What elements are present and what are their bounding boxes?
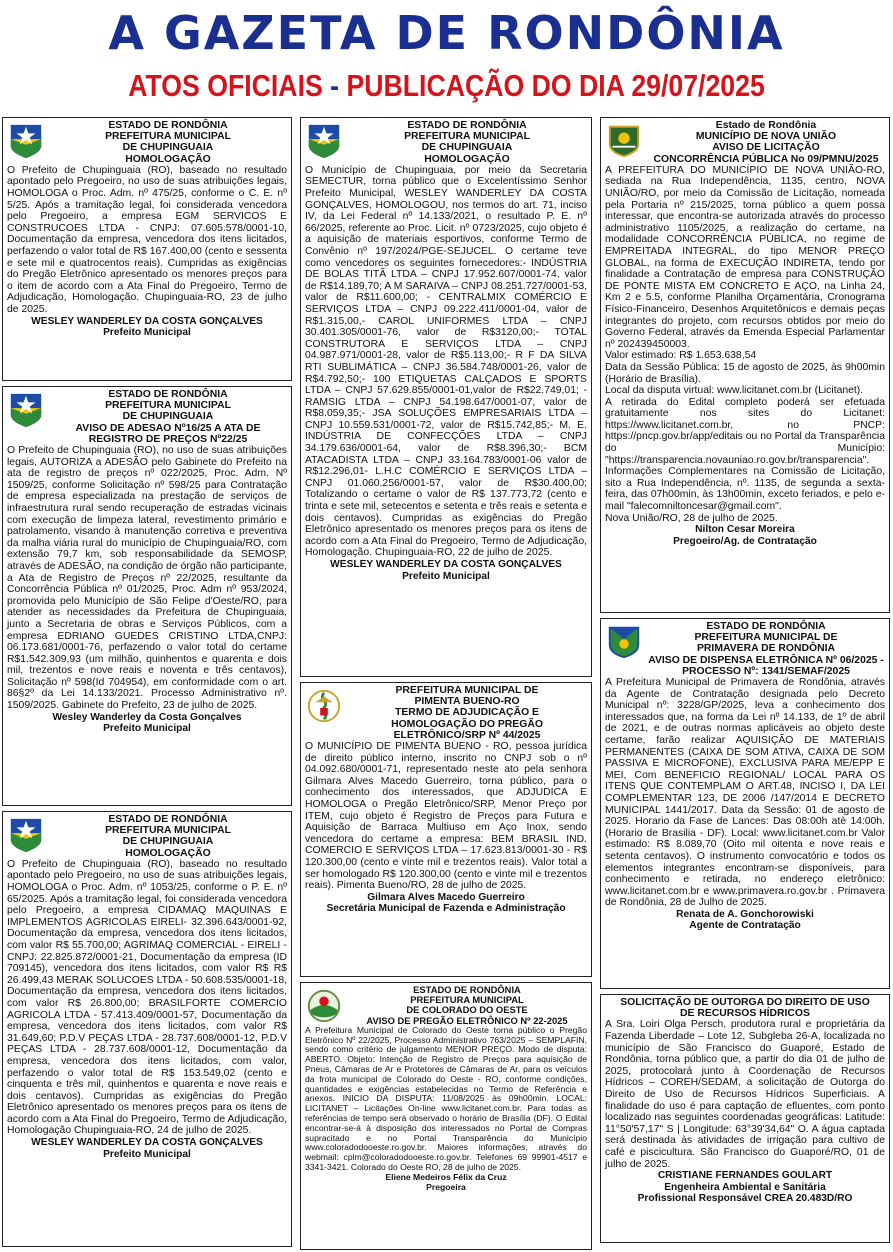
primavera-crest-icon: [605, 623, 643, 661]
header-line: SOLICITAÇÃO DE OUTORGA DO DIREITO DE USO: [620, 997, 870, 1008]
header-line: CONCORRÊNCIA PÚBLICA No 09/PMNU/2025: [653, 153, 879, 165]
header-line: AVISO DE ADESAO Nº16/25 A ATA DE: [75, 422, 261, 434]
header-line: PREFEITURA MUNICIPAL: [404, 131, 530, 143]
signature-title: Pregoeira: [426, 1181, 466, 1192]
signature-name: WESLEY WANDERLEY DA COSTA GONÇALVES: [31, 315, 263, 327]
header-line: PRIMAVERA DE RONDÔNIA: [697, 643, 835, 655]
column-right: [600, 117, 890, 1248]
column-left: [2, 117, 292, 1252]
signature-title: Secretária Municipal de Fazenda e Administração: [326, 903, 566, 915]
signature-name: Renata de A. Gonchorowiski: [676, 908, 814, 920]
paragraph: Informações Complementares na Comissão de Licitação, sito a Rua Independência, nº. 1135, de segunda a sexta-feira, das 07h00min, às 13h00min, exceto feriados, e pelo e-mail "falecomniltoncesar@gmail.com".: [605, 466, 885, 513]
notice-body: A Prefeitura Municipal de Colorado do Oeste torna público o Pregão Eletrônico Nº 22/2025, Processo Administrativo 763/2025 – SEMPLAFIN, sendo como critério de julgamento MENOR PREÇO. Modo de disputa: ABERTO. Objeto: Intenção de Registro de Preços para aquisição de Pneus, Câmaras de Ar e Protetores de Câmaras de Ar, para os veículos da frota municipal de Colorado do Oeste - RO, conforme condições, quantidades e exigências estabelecidas no Termo de Referência e anexos. INICIO DA DISPUTA: 11/08/2025 às 09h00min. LOCAL: LICITANET – Licitações On-line www.licitanet.com.br. Para todas as referências de tempo será observado o horário de Brasília (DF). O Edital encontrar-se-á à disposição dos interessados no Portal de Compras supracitado e no Portal Transparência do Município www.coloradodooeste.ro.gov.br. Maiores informações, através do webmail: cplm@coloradodooeste.ro.gov.br. Telefones 69 99901-4517 e 3341-3421. Colorado do Oeste RO, 28 de julho de 2025.: [305, 1024, 587, 1172]
signature-name: CRISTIANE FERNANDES GOULART: [657, 1170, 833, 1182]
subtitle-date: PUBLICAÇÃO DO DIA 29/07/2025: [346, 68, 765, 103]
paragraph: Local da disputa virtual: www.licitanet.com.br (Licitanet).: [605, 385, 864, 397]
notice-body: O Município de Chupinguaia, por meio da Secretaria SEMECTUR, torna público que o Excelentíssimo Senhor Prefeito Municipal, WESLEY WANDERLEY DA COSTA GONÇALVES, HOMOLOGOU, nos termos do art. 71, inciso IV, da Lei Federal nº 14.133/2021, o resultado P. E. nº 66/2025, referente ao Proc. Licit. nº 0723/2025, cujo objeto é a aquisição de materiais esportivos, conforme Termo de Convênio nº 197/2024/PGE-SEJUCEL. O certame teve como vencedores os seguintes fornecedores:- INDÚSTRIA DE BOLAS TITÃ LTDA – CNPJ 17.952.607/0001-74, valor de R$14.189,70; A M SARAIVA – CNPJ 08.251.727/0001-53, valor de R$11.600,00; - CENTRALMIX COMÉRCIO E SERVIÇOS LTDA – CNPJ 09.222.411/0001-04, valor de R$1.315,00,- CAROL UNIFORMES LTDA – CNPJ 30.401.305/0001-76, valor de R$3120,00;- TOTAL CONSTRUTORA E SERVIÇOS LTDA – CNPJ 04.987.971/0001-28, valor de R$5.113,00;- R F DA SILVA RTI SUBLIMÁTICA – CNPJ 36.584.748/0001-26, valor de R$4.792,50;- 100 ETIQUETAS CALÇADOS E SPORTS LTDA – CNPJ 57.629.855/0001-01,valor de R$22.749,01; - RAMSIG LTDA – CNPJ 54.198.647/0001-07, valor de R$8.059,35;- JSA SOLUÇÕES EMPRESARIAIS LTDA – CNPJ 10.559.531/0001-72, valor de R$15.742,85;- M. E. INDÚSTRIA DE CONFECÇÕES LTDA – CNPJ 34.179.636/0001-64, valor de R$8.396,30;- BCM ATACADISTA LTDA – CNPJ 33.164.783/0001-06 valor de R$12.296,01- L.H.C COMÉRCIO E SERVIÇOS LTDA – CNPJ 01.060.256/0001-57, valor de R$30.400,00; Totalizando o certame o valor de R$ 137.773,72 (cento e trinta e sete mil, setecentos e setenta e três reais e setenta e dois centavos). Cumpridas as exigências do Pregão Eletrônico apresentado os menores preços para os itens de acordo com a Ata Final do Pregoeiro, Termo de Adjudicação, Homologação. Chupinguaia-RO, 22 de julho de 2025.: [305, 164, 587, 559]
rondonia-flag-icon: [305, 122, 343, 160]
signature-registration: Profissional Responsável CREA 20.483D/RO: [637, 1193, 853, 1205]
header-line: DE CHUPINGUAIA: [122, 411, 214, 423]
header-line: ESTADO DE RONDÔNIA: [108, 389, 228, 400]
notice-header: [49, 814, 287, 859]
signature-title: Prefeito Municipal: [103, 723, 191, 735]
notice-header: [347, 120, 587, 165]
header-line: PIMENTA BUENO-RO: [414, 696, 520, 708]
header-line: DE CHUPINGUAIA: [421, 142, 513, 154]
notice-body: [605, 165, 885, 524]
header-line: DE CHUPINGUAIA: [122, 836, 214, 848]
header-line: ESTADO DE RONDÔNIA: [108, 120, 228, 131]
notice-chupinguaia-semectur: [300, 117, 592, 677]
notice-header: [605, 997, 885, 1019]
notice-header: [347, 685, 587, 741]
signature-name: Wesley Wanderley da Costa Gonçalves: [52, 711, 242, 723]
notice-pimenta-bueno: [300, 682, 592, 977]
signature-name: WESLEY WANDERLEY DA COSTA GONÇALVES: [330, 559, 562, 570]
header-line: PREFEITURA MUNICIPAL: [105, 400, 231, 412]
paragraph: Nova União/RO, 28 de julho de 2025.: [605, 512, 778, 524]
header-line: PROCESSO Nº: 1341/SEMAF/2025: [682, 665, 850, 677]
notice-outorga-recursos-hidricos: [600, 994, 890, 1243]
header-line: ESTADO DE RONDÔNIA: [108, 814, 228, 825]
paragraph: Valor estimado: R$ 1.653.638,54: [605, 350, 757, 362]
header-line: HOMOLOGAÇÃO: [424, 153, 510, 165]
signature-title: Pregoeiro/Ag. de Contratação: [673, 535, 817, 547]
header-line: PREFEITURA MUNICIPAL: [105, 825, 231, 837]
header-line: DE CHUPINGUAIA: [122, 142, 214, 154]
signature-name: Eliene Medeiros Félix da Cruz: [385, 1171, 507, 1182]
header-line: ESTADO DE RONDÔNIA: [407, 120, 527, 131]
header-line: TERMO DE ADJUDICAÇÃO E: [395, 707, 539, 719]
signature-title: Prefeito Municipal: [103, 1148, 191, 1160]
notice-body: O Prefeito de Chupinguaia (RO), baseado no resultado apontado pelo Pregoeiro, no uso de suas atribuições legais, HOMOLOGA o Proc. Adm. nº 1053/25, conforme o P. E. nº 65/2025. Após a tramitação legal, foi considerada vencedora pelo Pregoeiro, a empresa CIDAMAQ MAQUINAS E IMPLEMENTOS AGRICOLAS EIRELI- 32.396.643/0001-92, Documentação da empresa, vencedora dos itens licitados, com valor R$ 55.700,00; AGRIMAQ COMERCIAL - EIRELI - CNPJ: 22.825.872/0001-21, Documentação da empresa (ID 709145), vencedora dos itens licitados, com valor R$ R$ 26.499,43 MERAK SOLUCOES LTDA - 50.608.535/0001-18, Documentação da empresa, vencedora dos itens licitados, com valor R$ 26.800,00; BRASILFORTE COMERCIO AGRICOLA LTDA - 57.413.409/0001-57, Documentação da empresa, vencedora dos itens licitados, com valor R$ 31.649,60; P.D.V PEÇAS LTDA - 28.737.608/0001-12, P.D.V PEÇAS LTDA - 28.737.608/0001-12, Documentação da empresa, vencedora dos itens licitados, com valor, perfazendo o valor total de R$ 153.549,02 (cento e cinquenta e três mil, quinhentos e quarenta e nove reais e dois centavos). Cumpridas as exigências do Pregão Eletrônico apresentado os menores preços para os itens de acordo com a Ata Final do Pregoeiro, Termo de Adjudicação, Homologação Chupinguaia-RO, 24 de julho de 2025.: [7, 858, 287, 1137]
nova-uniao-crest-icon: [605, 122, 643, 160]
notice-body: O Prefeito de Chupinguaia (RO), no uso de suas atribuições legais, AUTORIZA a ADESÃO pelo Gabinete do Prefeito na ata de registro de preços nº 022/2025, Proc. Adm. Nº 1509/25, conforme Solicitação nº 598/25 para Contratação de empresa especializada na prestação de serviços de infraestrutura rural sendo recuperação de estradas vicinais com execução de limpeza lateral, revestimento primário e patrolamento, visando à manutenção corretiva e preventiva da malha viária rural do município de Chupinguaia/RO, com extensão 79,7 km, sob responsabilidade da SEMOSP, através de ADESÃO, na condição de órgão não participante, a Ata de Registro de Preços nº 22/2025, resultante da Concorrência Pública nº 01/2025, Proc. Adm nº 953/2024, promovida pelo Município de São Felipe d'Oeste/RO, para atender as necessidades da Prefeitura de Chupinguaia, junto a Secretaria de obras e Serviços Públicos, com a empresa EDRIANO GUEDES CRISTINO LTDA,CNPJ: 06.173.681/0001-76, perfazendo o valor total do certame R$1.542.309,93 (um milhão, quinhentos e quarenta e dois mil, trezentos e nove reais e noventa e três centavos), Solicitação nº 598(Id 704954), em conformidade com o art. 86§2º da Lei 14.133/2021. Processo Administrativo nº. 1509/2025. Gabinete do Prefeito, 23 de julho de 2025.: [7, 445, 287, 712]
header-line: PREFEITURA MUNICIPAL: [410, 994, 524, 1006]
notice-nova-uniao: [600, 117, 890, 613]
notice-body: O MUNICÍPIO DE PIMENTA BUENO - RO, pessoa jurídica de direito público interno, inscrito no CNPJ sob o nº 04.092.680/0001-71, representado neste ato pela senhora Gilmara Alves Macedo Guerreiro, torna público, para o conhecimento dos interessados, que ADJUDICA E HOMOLOGA o Pregão Eletrônico/SRP, Menor Preço por ITEM, cujo objeto é Registro de Preços para Futura e Aquisição de Barraca Multiuso em Aço Inox, sendo vencedora do certame a empresa: BEM BRASIL IND. COMERCIO E SERVIÇOS LTDA – 17.623.813/0001-30 - R$ 120.300,00 (cento e vinte mil e trezentos reais). Valor total a ser homologado R$ 120.300,00 (cento e vinte mil e trezentos reais). Pimenta Bueno/RO, 28 de julho de 2025.: [305, 741, 587, 892]
signature-title: Agente de Contratação: [689, 920, 801, 932]
pimenta-bueno-crest-icon: [305, 687, 343, 725]
signature-title: Prefeito Municipal: [103, 327, 191, 339]
notice-chupinguaia-adesao: [2, 386, 292, 806]
newspaper-title: A GAZETA DE RONDÔNIA: [108, 6, 785, 60]
signature-title: Engenheira Ambiental e Sanitária: [664, 1181, 826, 1193]
header-line: ESTADO DE RONDÔNIA: [706, 621, 826, 632]
subtitle-dash: -: [330, 68, 340, 103]
notice-header: [647, 120, 885, 165]
rondonia-flag-icon: [7, 122, 45, 160]
header-line: AVISO DE DISPENSA ELETRÔNICA Nº 06/2025 -: [648, 654, 884, 666]
header-line: HOMOLOGAÇÃO DO PREGÃO: [391, 718, 543, 730]
notice-header: [647, 621, 885, 677]
paragraph: Data da Sessão Pública: 15 de agosto de 2025, às 9h00min (Horário de Brasília).: [605, 361, 885, 385]
notice-primavera-de-rondonia: [600, 618, 890, 989]
header-line: PREFEITURA MUNICIPAL DE: [395, 685, 539, 696]
notice-colorado-do-oeste: [300, 982, 592, 1250]
notice-chupinguaia-homologacao-2: [2, 811, 292, 1247]
paragraph: A retirada do Edital completo poderá ser efetuada gratuitamente nos sites do Licitanet: https://www.licitanet.com.br, no PNCP: https://pncp.gov.br/app/editais ou no Portal da Transparência do Município: "https://transparencia.novauniao.ro.gov.br/transparencia".: [605, 396, 885, 466]
colorado-do-oeste-crest-icon: [305, 987, 343, 1025]
notice-header: [49, 389, 287, 445]
notice-header: [49, 120, 287, 165]
subtitle-left: ATOS OFICIAIS: [128, 68, 323, 103]
header-line: MUNICÍPIO DE NOVA UNIÃO: [695, 131, 837, 143]
rondonia-flag-icon: [7, 816, 45, 854]
header-line: ELETRÔNICO/SRP Nº 44/2025: [393, 729, 541, 741]
header-line: Estado de Rondônia: [715, 120, 817, 131]
header-line: HOMOLOGAÇÃO: [125, 847, 211, 859]
notice-chupinguaia-homologacao-1: [2, 117, 292, 381]
notice-body: A Prefeitura Municipal de Primavera de Rondônia, através da Agente de Contratação designada pelo Decreto Municipal nº: 3228/GP/2025, leva a conhecimento dos interessados que, na forma da Lei nº 14.133, de 1º de abril de 2021, e de outras normas aplicáveis ao objeto deste certame, farão realizar AQUISIÇÃO DE MATERIAIS PERMANENTES (CAIXA DE SOM ATIVA, CAIXA DE SOM PASSIVA E MICROFONE), EXCLUSIVA PARA ME/EPP E MEI, Com BENEFICIO REGIONAL/ LOCAL PARA OS ITENS QUE CONTEMPLAM O ART.48, INCISO I, DA LEI COMPLEMENTAR 123, DE 2006 /147/2014 E DECRETO MUNICIPAL 1441/2017. Data da Sessão: 01 de agosto de 2025. Horario da Fase de Lances: Das 08:00h atè 14:00h. (Horario de Brasilia - DF). Local: www.licitanet.com.br Valor estimado: R$ 8.089,70 (Oito mil oitenta e nove reais e setenta centavos). O instrumento convocatório e todos os elementos integrantes encontram-se disponíveis, para conhecimento e retirada, no endereço eletrônico: www.licitanet.com.br e www.primavera.ro.gov.br . Primavera de Rondônia, 28 de Julho de 2025.: [605, 677, 885, 909]
signature-title: Prefeito Municipal: [402, 570, 490, 582]
header-line: REGISTRO DE PREÇOS Nº22/25: [88, 433, 248, 445]
header-line: HOMOLOGAÇÃO: [125, 153, 211, 165]
signature-name: Nilton Cesar Moreira: [695, 524, 795, 536]
header-line: ESTADO DE RONDÔNIA: [413, 984, 521, 995]
header-line: AVISO DE LICITAÇÃO: [712, 142, 820, 154]
header-line: PREFEITURA MUNICIPAL DE: [694, 632, 838, 644]
rondonia-flag-icon: [7, 391, 45, 429]
paragraph: A PREFEITURA DO MUNICÍPIO DE NOVA UNIÃO-RO, sediada na Rua Independência, 1135, centro, NOVA UNIÃO/RO, por meio da Comissão de Licitação, nomeada pela Portaria nº 215/2025, torna público a quem possa interessar, que encontra-se autorizada através do processo administrativo 1105/2025, a realização do certame, na modalidade CONCORRÊNCIA PÚBLICA, no regime de EMPREITADA INTEGRAL, do tipo MENOR PREÇO GLOBAL, na forma de EXECUÇÃO INDIRETA, tendo por finalidade a Contratação de empresa para CONSTRUÇÃO DE PONTE MISTA EM CONCRETO E AÇO, na Linha 24, Km 2 e 5.5, conforme Planilha Orçamentária, Cronograma Físico-Financeiro, Desenhos Arquitetônicos e demais peças integrantes do projeto, com recursos obtidos por meio do Governo Federal, através da Emenda Especial Parlamentar nº 202439450003.: [605, 164, 885, 350]
column-middle: [300, 117, 592, 1252]
notice-header: [347, 985, 587, 1026]
header-line: AVISO DE PREGÃO ELETRÔNICO Nº 22-2025: [366, 1014, 568, 1026]
section-subtitle: [63, 66, 831, 106]
signature-name: WESLEY WANDERLEY DA COSTA GONÇALVES: [31, 1137, 263, 1149]
header-line: PREFEITURA MUNICIPAL: [105, 131, 231, 143]
header-line: DE COLORADO DO OESTE: [406, 1004, 528, 1016]
header-line: DE RECURSOS HÍDRICOS: [680, 1008, 810, 1020]
notice-body: A Sra. Loiri Olga Persch, produtora rural e proprietária da Fazenda Liberdade – Lote 12, Subgleba 26-A, localizada no município de São Francisco do Guaporé, Estado de Rondônia, torna público que, a partir do dia 01 de julho de 2025, protocolará junto à Coordenação de Recursos Hídricos – COREH/SEDAM, a solicitação de Outorga do Direito de Uso de Recursos Hídricos Superficiais. A finalidade do uso é para captação de efluentes, com ponto localizado nas seguintes coordenadas geográficas: Latitude: 11°50'57,17" S | Longitude: 63°39'34,64" O. A água captada será destinada às atividades de irrigação para cultivo de café e piscicultura. São Francisco do Guaporé/RO, 01 de julho de 2025.: [605, 1019, 885, 1170]
notice-body: O Prefeito de Chupinguaia (RO), baseado no resultado apontado pelo Pregoeiro, no uso de suas atribuições legais, HOMOLOGA o Proc. Adm. nº 475/25, conforme o C. E. nº 5/25. Após a tramitação legal, foi considerada vencedora pelo Pregoeiro, a empresa EGM SERVICOS E CONSTRUCOES LTDA - CNPJ: 07.605.578/0001-10, Documentação da empresa, vencedora dos itens licitados, perfazendo o valor total de R$ 167.400,00 (cento e sessenta e sete mil e quatrocentos reais). Cumpridas as exigências do Pregão Eletrônico apresentado os menores preços para o item de acordo com a Ata Final do Pregoeiro, Termo de Adjudicação, Homologação. Chupinguaia-RO, 23 de julho de 2025.: [7, 164, 287, 315]
signature-name: Gilmara Alves Macedo Guerreiro: [367, 891, 525, 903]
